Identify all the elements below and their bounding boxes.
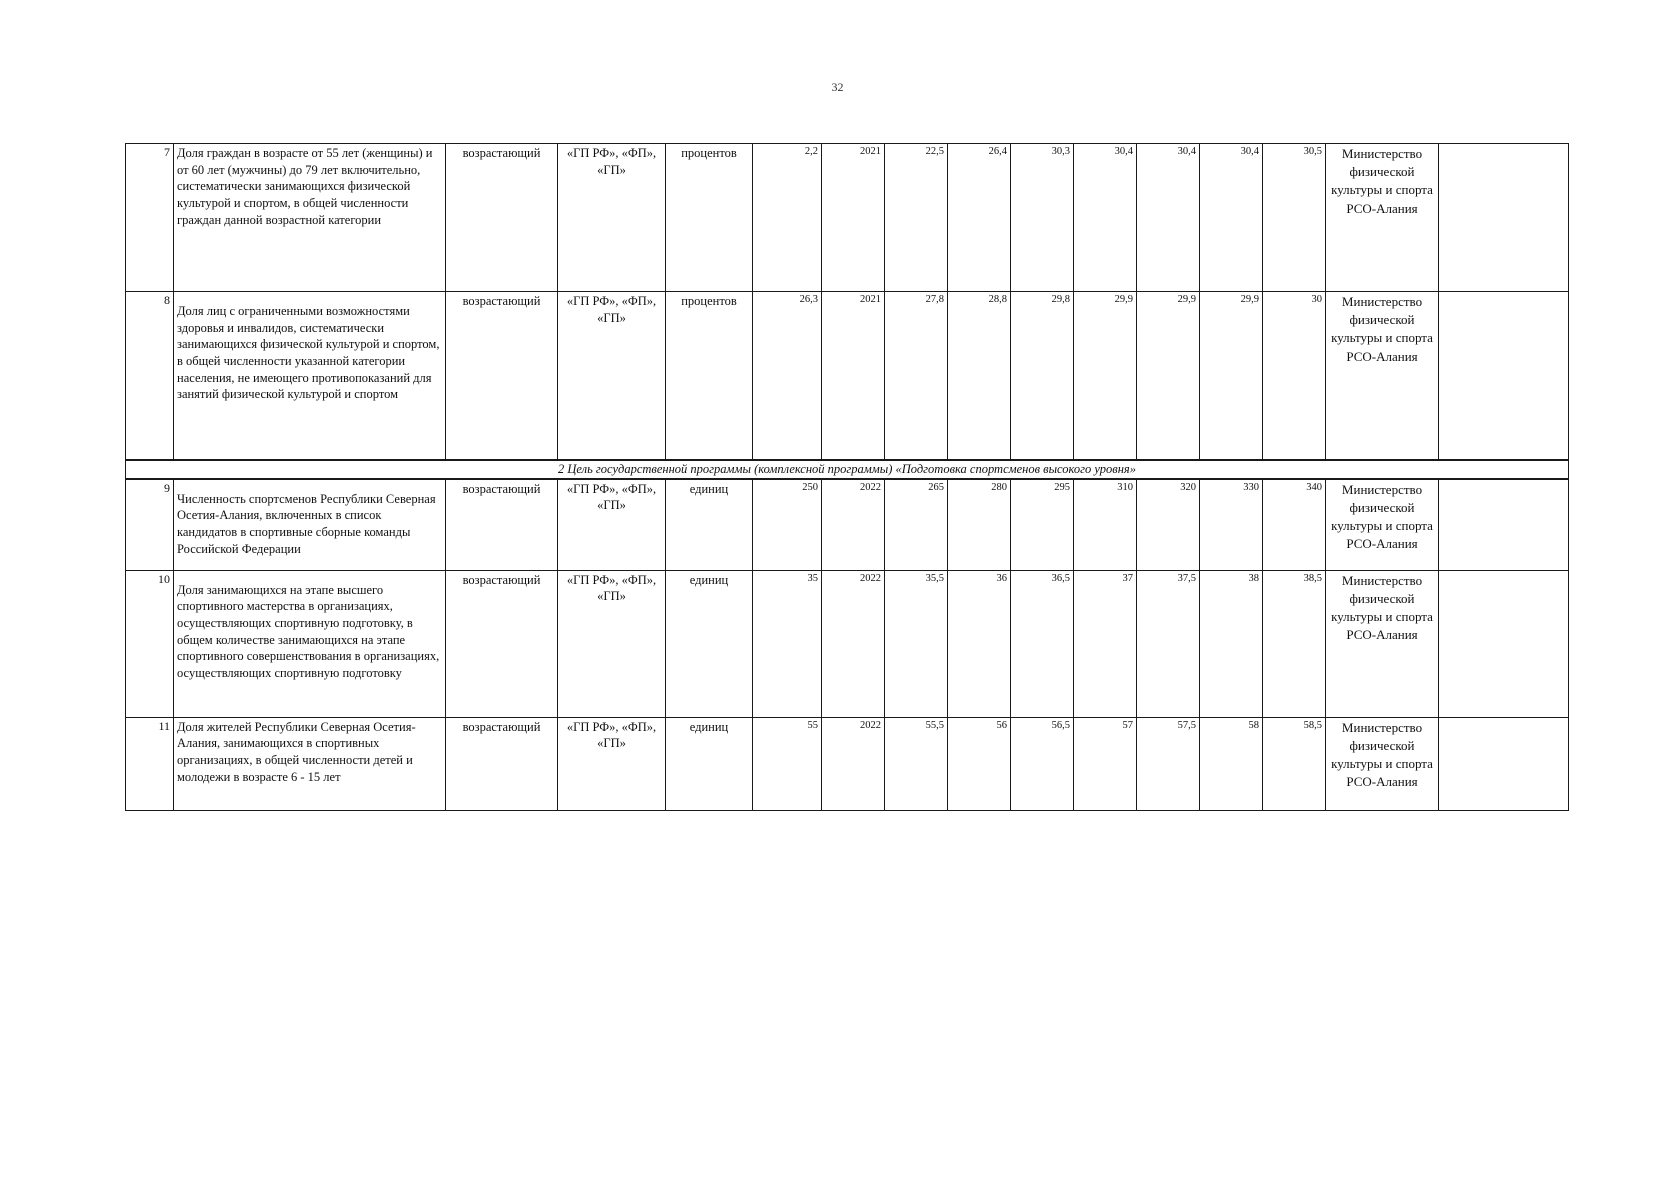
responsible-body: Министерство физической культуры и спорта РСО-Алания — [1326, 717, 1439, 810]
value-cell: 2,2 — [753, 144, 822, 292]
responsible-body: Министерство физической культуры и спорта РСО-Алания — [1326, 479, 1439, 571]
value-cell: 310 — [1074, 479, 1137, 571]
indicator-name-text: Доля лиц с ограниченными возможностями здоровья и инвалидов, систематически занимающихся физической культурой и спортом, в общей численности указанной категории населения, не имеющего противопоказаний для занятий физической культурой и спортом — [177, 304, 440, 402]
table-row — [126, 479, 1569, 571]
section-title: 2 Цель государственной программы (комплексной программы) «Подготовка спортсменов высокого уровня» — [126, 460, 1569, 479]
indicator-direction: возрастающий — [446, 479, 558, 571]
empty-cell — [1439, 570, 1569, 717]
value-cell: 330 — [1200, 479, 1263, 571]
value-cell: 38 — [1200, 570, 1263, 717]
row-number: 11 — [126, 717, 174, 810]
indicator-source: «ГП РФ», «ФП», «ГП» — [558, 479, 666, 571]
indicator-name — [174, 717, 446, 810]
value-cell: 30,5 — [1263, 144, 1326, 292]
value-cell: 26,3 — [753, 292, 822, 461]
value-cell: 30,4 — [1137, 144, 1200, 292]
responsible-body: Министерство физической культуры и спорта РСО-Алания — [1326, 144, 1439, 292]
value-cell: 29,9 — [1074, 292, 1137, 461]
value-cell: 36 — [948, 570, 1011, 717]
indicator-source: «ГП РФ», «ФП», «ГП» — [558, 570, 666, 717]
indicator-unit: единиц — [666, 479, 753, 571]
indicator-unit: процентов — [666, 292, 753, 461]
value-cell: 30,3 — [1011, 144, 1074, 292]
indicator-name-text: Численность спортсменов Республики Северная Осетия-Алания, включенных в список кандидатов в спортивные сборные команды Российской Федерации — [177, 491, 436, 556]
responsible-body: Министерство физической культуры и спорта РСО-Алания — [1326, 570, 1439, 717]
indicator-direction: возрастающий — [446, 292, 558, 461]
indicator-unit: единиц — [666, 717, 753, 810]
indicator-name — [174, 292, 446, 461]
value-cell: 37,5 — [1137, 570, 1200, 717]
indicator-name-text: Доля занимающихся на этапе высшего спортивного мастерства в организациях, осуществляющих спортивную подготовку, в общем количестве занимающихся на этапе спортивного совершенствования в организациях, осуществляющих спортивную подготовку — [177, 582, 440, 680]
responsible-body: Министерство физической культуры и спорта РСО-Алания — [1326, 292, 1439, 461]
indicator-name-text: Доля жителей Республики Северная Осетия-Алания, занимающихся в спортивных организациях, в общей численности детей и молодежи в возрасте 6 - 15 лет — [177, 719, 416, 784]
value-cell: 2021 — [822, 144, 885, 292]
value-cell: 320 — [1137, 479, 1200, 571]
value-cell: 58,5 — [1263, 717, 1326, 810]
value-cell: 30,4 — [1074, 144, 1137, 292]
indicator-unit: процентов — [666, 144, 753, 292]
value-cell: 28,8 — [948, 292, 1011, 461]
value-cell: 36,5 — [1011, 570, 1074, 717]
value-cell: 57,5 — [1137, 717, 1200, 810]
indicator-direction: возрастающий — [446, 717, 558, 810]
value-cell: 29,9 — [1137, 292, 1200, 461]
table-row — [126, 144, 1569, 292]
value-cell: 340 — [1263, 479, 1326, 571]
row-number: 8 — [126, 292, 174, 461]
value-cell: 56 — [948, 717, 1011, 810]
value-cell: 57 — [1074, 717, 1137, 810]
value-cell: 35 — [753, 570, 822, 717]
value-cell: 37 — [1074, 570, 1137, 717]
value-cell: 2021 — [822, 292, 885, 461]
empty-cell — [1439, 144, 1569, 292]
value-cell: 250 — [753, 479, 822, 571]
indicators-table — [125, 143, 1569, 811]
row-number: 9 — [126, 479, 174, 571]
value-cell: 30 — [1263, 292, 1326, 461]
value-cell: 265 — [885, 479, 948, 571]
row-number: 7 — [126, 144, 174, 292]
indicator-name-text: Доля граждан в возрасте от 55 лет (женщины) и от 60 лет (мужчины) до 79 лет включительно, систематически занимающихся физической культурой и спортом, в общей численности граждан данной возрастной категории — [177, 146, 433, 227]
value-cell: 22,5 — [885, 144, 948, 292]
indicator-direction: возрастающий — [446, 570, 558, 717]
row-number: 10 — [126, 570, 174, 717]
indicator-source: «ГП РФ», «ФП», «ГП» — [558, 292, 666, 461]
value-cell: 2022 — [822, 479, 885, 571]
empty-cell — [1439, 292, 1569, 461]
value-cell: 38,5 — [1263, 570, 1326, 717]
value-cell: 55,5 — [885, 717, 948, 810]
empty-cell — [1439, 717, 1569, 810]
indicator-source: «ГП РФ», «ФП», «ГП» — [558, 717, 666, 810]
value-cell: 295 — [1011, 479, 1074, 571]
table-row — [126, 717, 1569, 810]
value-cell: 280 — [948, 479, 1011, 571]
indicator-name — [174, 144, 446, 292]
value-cell: 55 — [753, 717, 822, 810]
section-row — [126, 460, 1569, 479]
value-cell: 29,9 — [1200, 292, 1263, 461]
value-cell: 27,8 — [885, 292, 948, 461]
table-body — [126, 144, 1569, 811]
value-cell: 35,5 — [885, 570, 948, 717]
indicator-unit: единиц — [666, 570, 753, 717]
indicator-name — [174, 479, 446, 571]
value-cell: 30,4 — [1200, 144, 1263, 292]
indicator-direction: возрастающий — [446, 144, 558, 292]
page-number: 32 — [831, 80, 844, 94]
value-cell: 29,8 — [1011, 292, 1074, 461]
value-cell: 56,5 — [1011, 717, 1074, 810]
value-cell: 2022 — [822, 570, 885, 717]
indicator-name — [174, 570, 446, 717]
value-cell: 58 — [1200, 717, 1263, 810]
indicator-source: «ГП РФ», «ФП», «ГП» — [558, 144, 666, 292]
empty-cell — [1439, 479, 1569, 571]
value-cell: 26,4 — [948, 144, 1011, 292]
table-row — [126, 292, 1569, 461]
table-row — [126, 570, 1569, 717]
value-cell: 2022 — [822, 717, 885, 810]
